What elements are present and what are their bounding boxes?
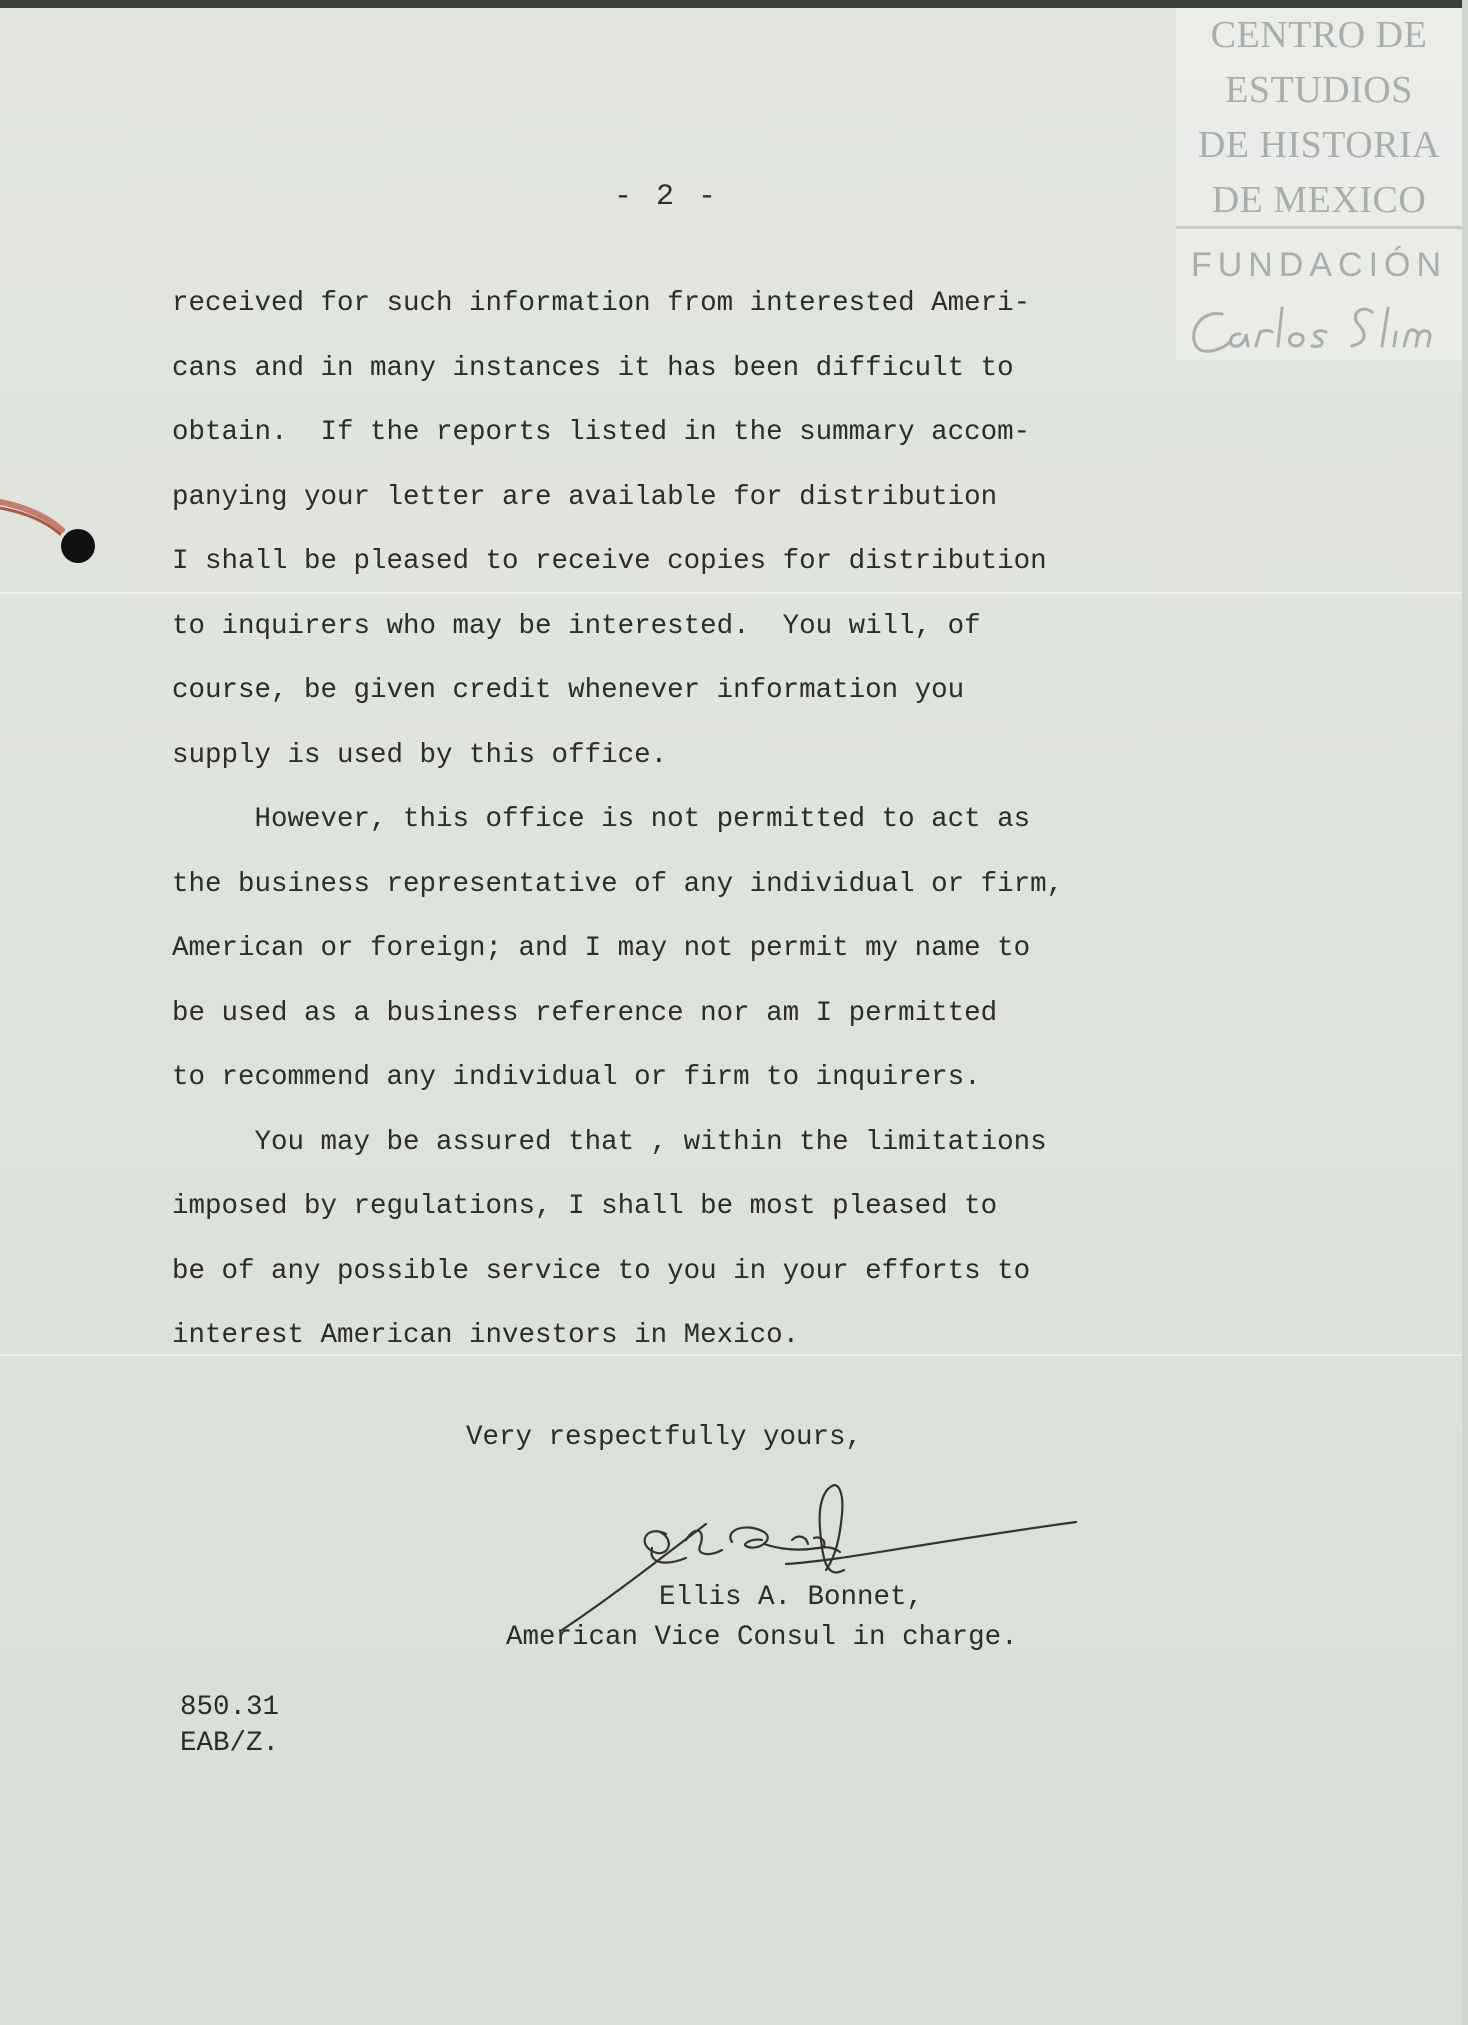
closing-salutation: Very respectfully yours, [466, 1422, 863, 1453]
body-line: be of any possible service to you in your efforts to [172, 1255, 1031, 1287]
body-line: cans and in many instances it has been difficult to [172, 352, 1014, 384]
watermark-line: CENTRO DE [1210, 14, 1428, 56]
handwritten-signature-icon [556, 1474, 1086, 1644]
body-line: received for such information from interested Ameri- [172, 288, 1031, 319]
body-line: to inquirers who may be interested. You will, of [172, 610, 981, 642]
watermark-line: DE HISTORIA [1197, 124, 1441, 166]
watermark-divider [1176, 226, 1462, 229]
watermark-line: ESTUDIOS [1225, 69, 1413, 111]
file-number: 850.31 [180, 1692, 280, 1723]
signer-name: Ellis A. Bonnet, [659, 1582, 924, 1613]
letter-body [172, 272, 1222, 1369]
body-line: the business representative of any individual or firm, [172, 868, 1064, 900]
body-line: imposed by regulations, I shall be most pleased to [172, 1191, 998, 1222]
body-line: supply is used by this office. [172, 739, 668, 771]
page-right-edge [1462, 0, 1468, 2025]
typist-initials: EAB/Z. [180, 1728, 280, 1759]
binding-hole-icon [0, 488, 110, 568]
body-line: I shall be pleased to receive copies for distribution [172, 546, 1047, 577]
body-line: panying your letter are available for distribution [172, 481, 998, 513]
page-number: - 2 - [614, 180, 720, 214]
body-line: course, be given credit whenever information you [172, 675, 965, 706]
carlos-slim-signature-icon [1182, 300, 1458, 360]
page-top-edge [0, 0, 1468, 8]
watermark-line: DE MEXICO [1211, 179, 1427, 221]
body-line: be used as a business reference nor am I permitted [172, 997, 998, 1029]
body-line: interest American investors in Mexico. [172, 1320, 800, 1351]
watermark-fundacion: FUNDACIÓN [1190, 246, 1448, 284]
body-line: You may be assured that , within the limitations [172, 1126, 1047, 1158]
body-line: obtain. If the reports listed in the summary accom- [172, 417, 1031, 448]
body-line: American or foreign; and I may not permit my name to [172, 933, 1031, 964]
body-line: However, this office is not permitted to act as [172, 804, 1031, 835]
signer-title: American Vice Consul in charge. [506, 1622, 1018, 1653]
body-line: to recommend any individual or firm to inquirers. [172, 1062, 981, 1093]
